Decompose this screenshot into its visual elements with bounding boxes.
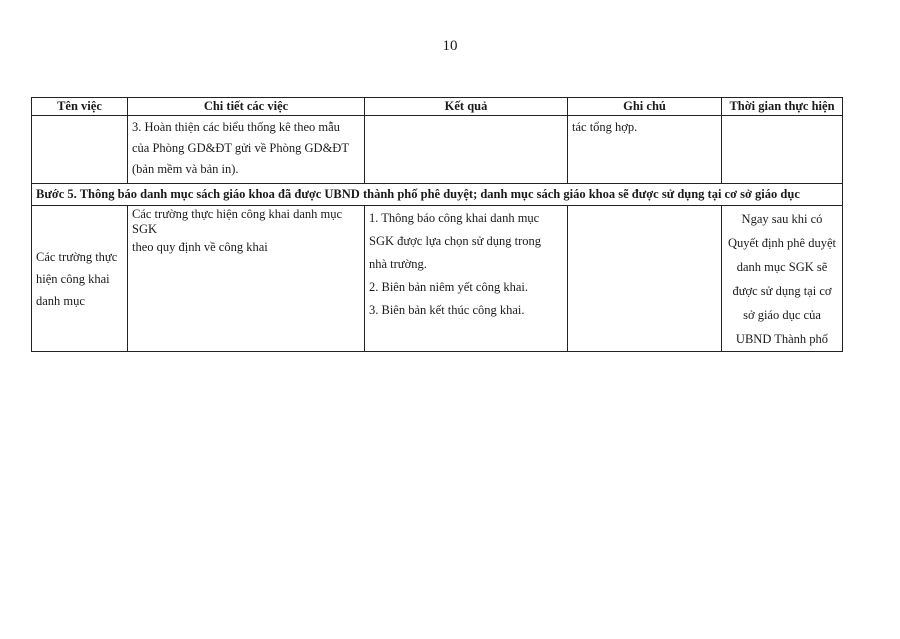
time-line: UBND Thành phố bbox=[735, 332, 829, 346]
cell-result bbox=[365, 116, 568, 184]
table-row bbox=[32, 116, 843, 184]
step-heading-row bbox=[32, 184, 843, 206]
result-line: 1. Thông báo công khai danh mục bbox=[369, 211, 540, 225]
header-details: Chi tiết các việc bbox=[128, 98, 365, 116]
time-line: danh mục SGK sẽ bbox=[736, 260, 828, 274]
cell-details bbox=[128, 116, 365, 184]
task-line: hiện công khai bbox=[36, 271, 110, 286]
table-header-row bbox=[32, 98, 843, 116]
cell-note bbox=[568, 206, 722, 352]
time-line: sở giáo dục của bbox=[743, 308, 821, 322]
details-line: 3. Hoàn thiện các biểu thống kê theo mẫu bbox=[132, 120, 340, 134]
cell-task bbox=[32, 206, 128, 352]
cell-details bbox=[128, 206, 365, 352]
time-line: Quyết định phê duyệt bbox=[728, 236, 836, 250]
details-line: theo quy định về công khai bbox=[132, 240, 268, 254]
header-note: Ghi chú bbox=[568, 98, 722, 116]
details-line: SGK bbox=[132, 222, 158, 236]
cell-task bbox=[32, 116, 128, 184]
header-time: Thời gian thực hiện bbox=[722, 98, 843, 116]
result-line: nhà trường. bbox=[369, 257, 427, 271]
cell-note: tác tổng hợp. bbox=[568, 116, 722, 184]
header-result: Kết quả bbox=[365, 98, 568, 116]
page-number: 10 bbox=[442, 38, 458, 54]
task-table bbox=[31, 97, 843, 352]
time-line: Ngay sau khi có bbox=[741, 212, 823, 226]
task-line: danh mục bbox=[36, 293, 85, 308]
cell-time bbox=[722, 116, 843, 184]
step-5-heading: Bước 5. Thông báo danh mục sách giáo khoa đã được UBND thành phố phê duyệt; danh mục sách giáo khoa sẽ được sử dụng tại cơ sở giáo dục bbox=[32, 184, 843, 206]
details-line: (bản mềm và bản in). bbox=[132, 162, 239, 176]
cell-result bbox=[365, 206, 568, 352]
task-line: Các trường thực bbox=[36, 249, 118, 264]
time-line: được sử dụng tại cơ bbox=[732, 284, 832, 298]
cell-time bbox=[722, 206, 843, 352]
header-task-name: Tên việc bbox=[32, 98, 128, 116]
result-line: 2. Biên bản niêm yết công khai. bbox=[369, 280, 528, 294]
result-line: SGK được lựa chọn sử dụng trong bbox=[369, 234, 542, 248]
details-line: Các trường thực hiện công khai danh mục bbox=[132, 207, 343, 221]
table-row bbox=[32, 206, 843, 352]
details-line: của Phòng GD&ĐT gửi về Phòng GD&ĐT bbox=[132, 141, 349, 155]
result-line: 3. Biên bản kết thúc công khai. bbox=[369, 303, 525, 317]
